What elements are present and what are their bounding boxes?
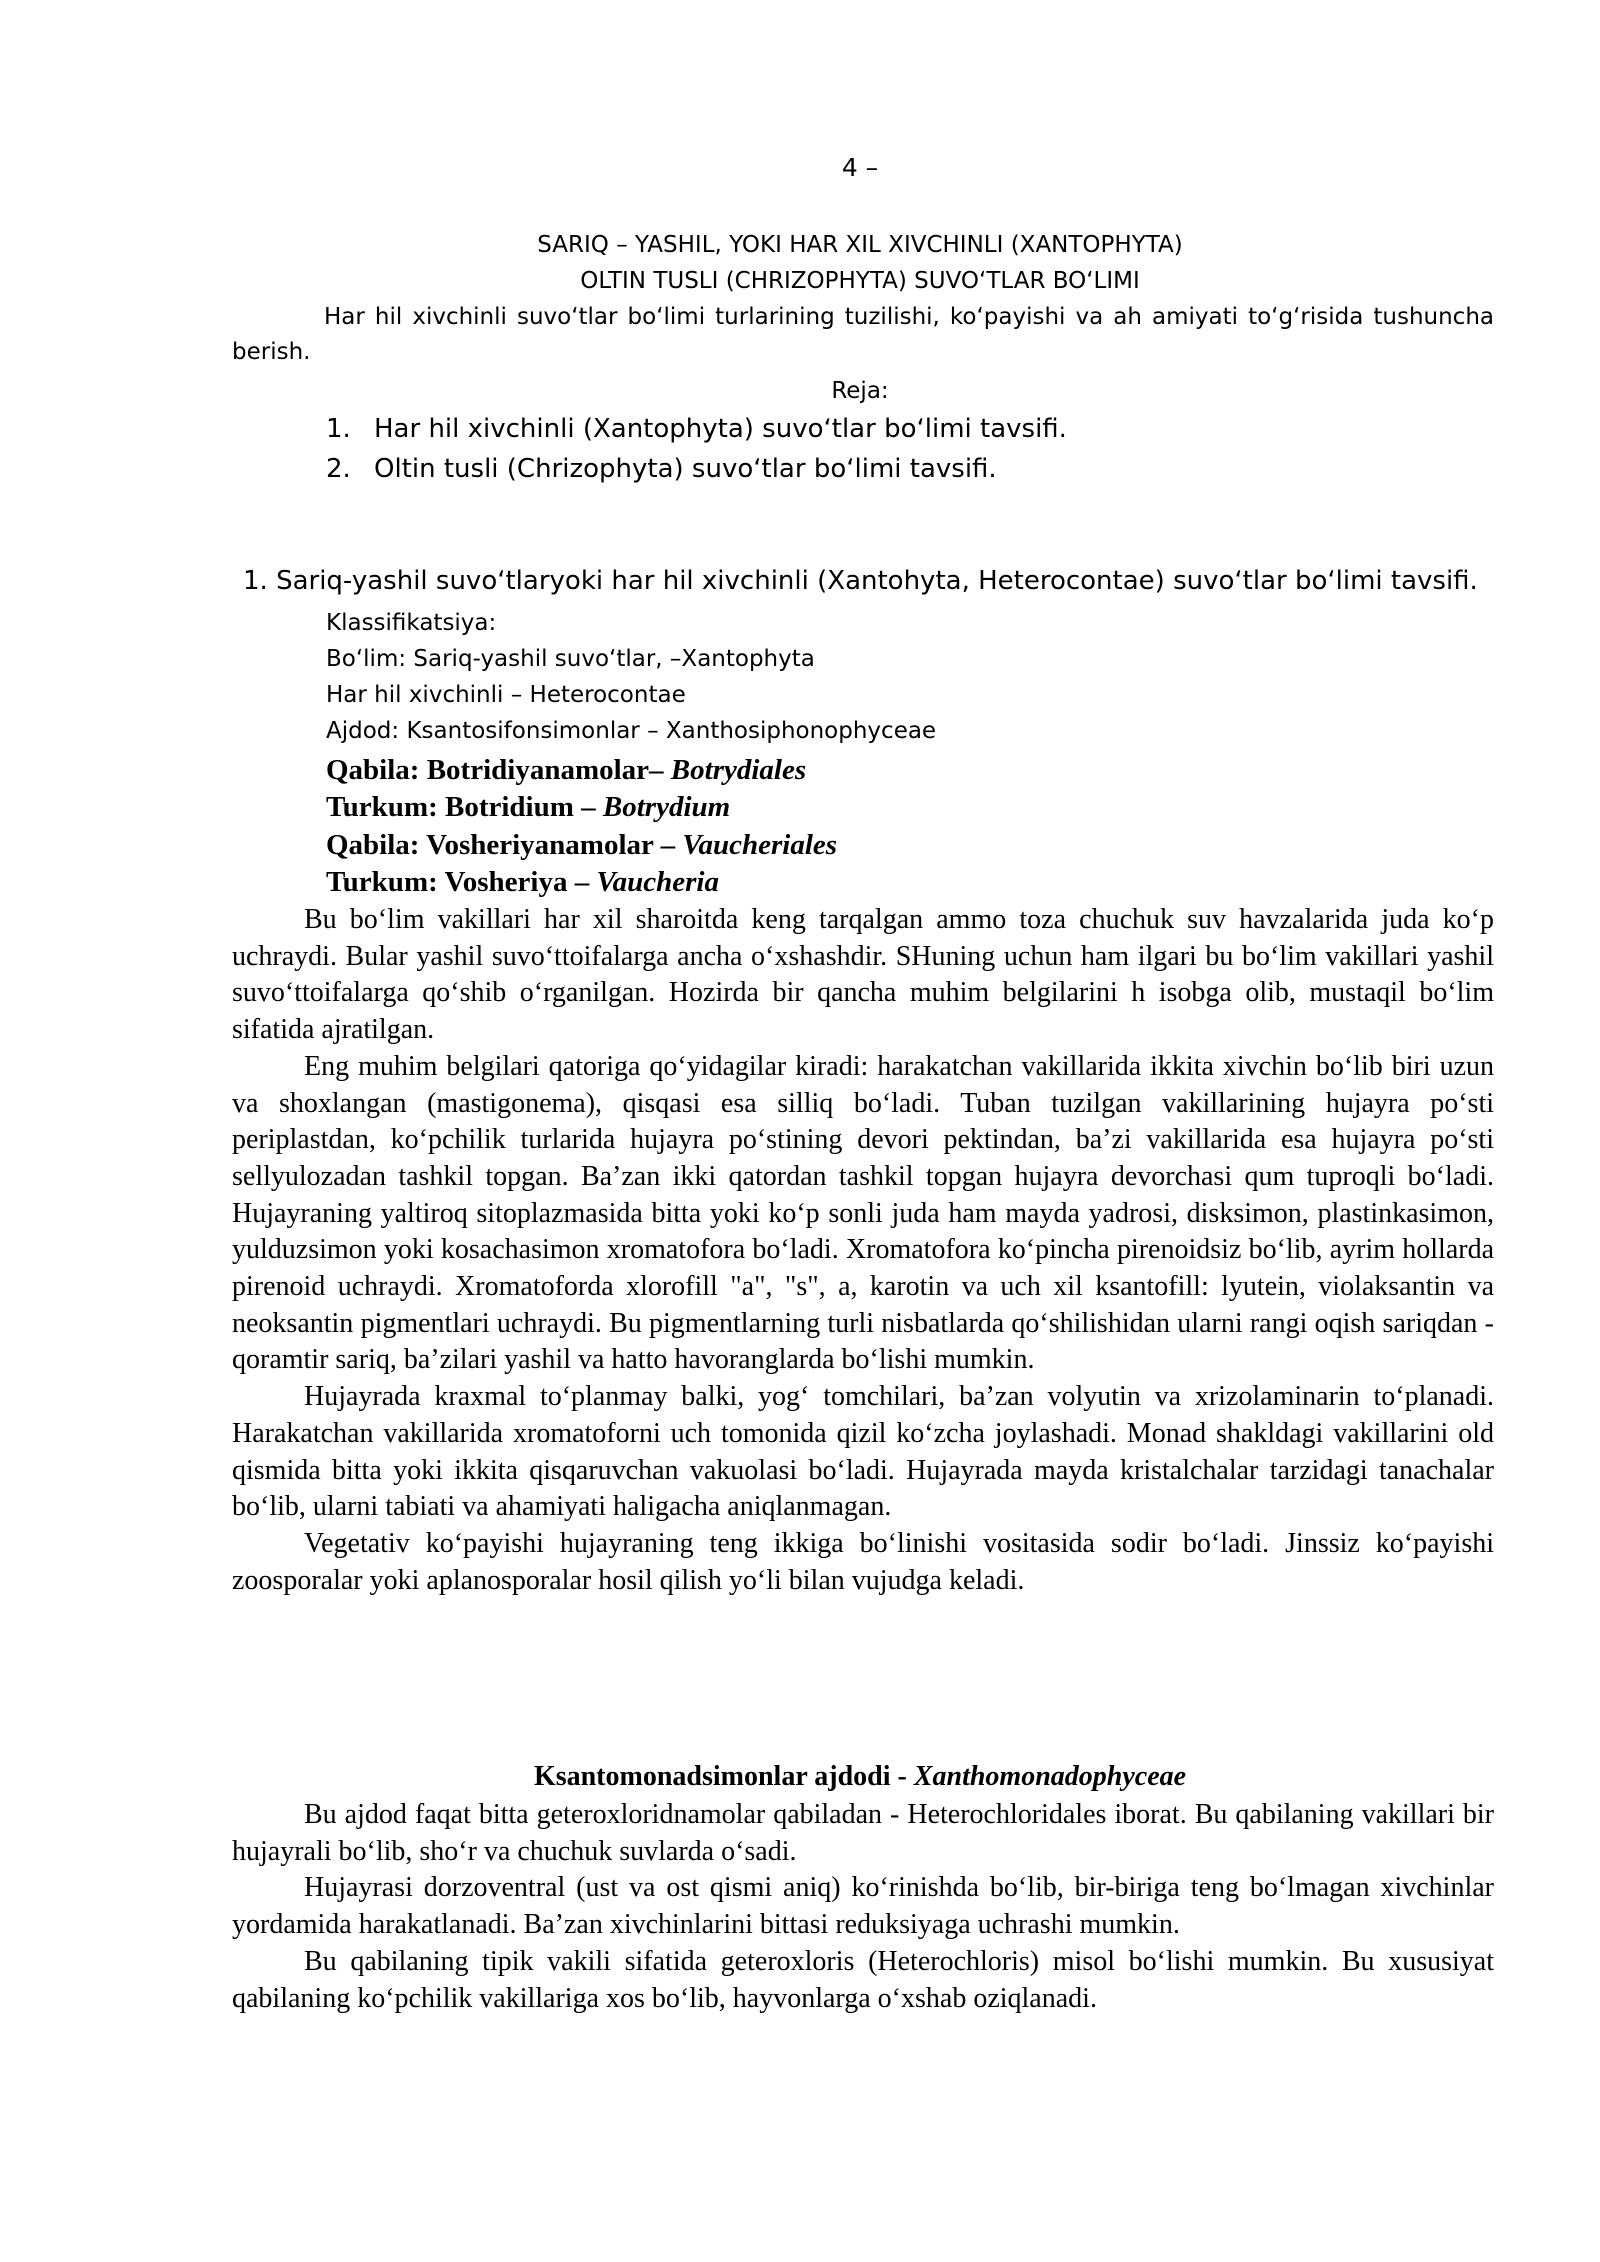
taxon-label: Turkum: Vosheriya –	[326, 866, 597, 898]
classification-group: Har hil xivchinli – Heterocontae	[326, 682, 686, 708]
body-paragraph: Bu boʻlim vakillari har xil sharoitda keng tarqalgan ammo toza chuchuk suv havzalarida juda koʻp uchraydi. Bular yashil suvoʻttoifalarga ancha oʻxshashdir. SHuning uchun ham ilgari bu boʻlim vakillari yashil suvoʻttoifalarga qoʻshib oʻrganilgan. Hozirda bir qancha muhim belgilarini h isobga olib, mustaqil boʻlim sifatida ajratilgan.	[232, 904, 1494, 1046]
plan-item-text: Har hil xivchinli (Xantophyta) suvoʻtlar boʻlimi tavsifi.	[374, 414, 1067, 444]
section-1-body	[232, 902, 1494, 1599]
body-paragraph: Hujayrada kraxmal toʻplanmay balki, yogʻ tomchilari, baʼzan volyutin va xrizolaminarin toʻplanadi. Harakatchan vakillarida xromatoforni uch tomonida qizil koʻzcha joylashadi. Monad shakldagi vakillarini old qismida bitta yoki ikkita qisqaruvchan vakuolasi boʻladi. Hujayrada mayda kristalchalar tarzidagi tanachalar boʻlib, ularni tabiati va ahamiyati haligacha aniqlanmagan.	[232, 1381, 1494, 1523]
plan-item-text: Oltin tusli (Chrizophyta) suvoʻtlar boʻlimi tavsifi.	[374, 454, 997, 484]
section-2-body	[232, 1797, 1494, 2017]
classification-class: Ajdod: Ksantosifonsimonlar – Xanthosiphonophyceae	[326, 718, 937, 744]
taxon-latin: Vaucheria	[596, 866, 719, 898]
body-paragraph: Eng muhim belgilari qatoriga qoʻyidagilar kiradi: harakatchan vakillarida ikkita xivchin boʻlib biri uzun va shoxlangan (mastigonema), qisqasi esa silliq boʻladi. Tuban tuzilgan vakillarining hujayra poʻsti periplastdan, koʻpchilik turlarida hujayra poʻstining devori pektindan, baʼzi vakillarida esa hujayra poʻsti sellyulozadan tashkil topgan. Baʼzan ikki qatordan tashkil topgan hujayra devorchasi qum tuproqli boʻladi. Hujayraning yaltiroq sitoplazmasida bitta yoki koʻp sonli juda ham mayda yadrosi, disksimon, plastinkasimon, yulduzsimon yoki kosachasimon xromatofora boʻladi. Xromatofora koʻpincha pirenoidsiz boʻlib, ayrim hollarda pirenoid uchraydi. Xromatoforda xlorofill "a", "s", a, karotin va uch xil ksantofill: lyutein, violaksantin va neoksantin pigmentlari uchraydi. Bu pigmentlarning turli nisbatlarda qoʻshilishidan ularni rangi oqish sariqdan - qoramtir sariq, baʼzilari yashil va hatto havoranglarda boʻlishi mumkin.	[232, 1050, 1494, 1376]
taxon-order	[326, 829, 837, 862]
classification-division: Boʻlim: Sariq-yashil suvoʻtlar, –Xantophyta	[326, 646, 815, 672]
section-2-heading-latin: Xanthomonadophyceae	[913, 1761, 1187, 1792]
section-2-heading	[0, 1761, 1600, 1793]
classification-label: Klassifikatsiya:	[326, 610, 497, 636]
section-2-heading-label: Ksantomonadsimonlar ajdodi -	[533, 1761, 914, 1792]
taxon-latin: Botrydiales	[670, 754, 807, 786]
plan-item-number: 2.	[326, 454, 351, 484]
body-paragraph: Bu ajdod faqat bitta geteroxloridnamolar qabiladan - Heterochloridales iborat. Bu qabilaning vakillari bir hujayrali boʻlib, shoʻr va chuchuk suvlarda oʻsadi.	[232, 1799, 1494, 1867]
taxon-label: Turkum: Botridium –	[326, 791, 603, 823]
taxon-genus	[326, 791, 730, 824]
title-line-2: OLTIN TUSLI (CHRIZOPHYTA) SUVOʻTLAR BOʻLIMI	[580, 268, 1140, 294]
taxon-latin: Vaucheriales	[682, 829, 838, 861]
taxon-order	[326, 754, 806, 787]
section-1-heading: 1. Sariq-yashil suvoʻtlaryoki har hil xivchinli (Xantohyta, Heterocontae) suvoʻtlar boʻlimi tavsifi.	[243, 566, 1478, 596]
body-paragraph: Bu qabilaning tipik vakili sifatida geteroxloris (Heterochloris) misol boʻlishi mumkin. Bu xususiyat qabilaning koʻpchilik vakillariga xos boʻlib, hayvonlarga oʻxshab oziqlanadi.	[232, 1945, 1494, 2014]
intro-paragraph: Har hil xivchinli suvoʻtlar boʻlimi turlarining tuzilishi, koʻpayishi va ah amiyati toʻgʻrisida tushuncha berish.	[232, 304, 1494, 365]
taxon-label: Qabila: Vosheriyanamolar –	[326, 829, 683, 861]
taxon-label: Qabila: Botridiyanamolar–	[326, 754, 671, 786]
taxon-latin: Botrydium	[602, 791, 731, 823]
plan-item	[326, 414, 1067, 444]
plan-item	[326, 454, 997, 484]
plan-heading: Reja:	[831, 378, 889, 404]
taxon-genus	[326, 866, 719, 899]
title-line-1: SARIQ – YASHIL, YOKI HAR XIL XIVCHINLI (XANTOPHYTA)	[537, 232, 1183, 258]
page-number: 4 –	[841, 153, 879, 182]
body-paragraph: Vegetativ koʻpayishi hujayraning teng ikkiga boʻlinishi vositasida sodir boʻladi. Jinssiz koʻpayishi zoosporalar yoki aplanosporalar hosil qilish yoʻli bilan vujudga keladi.	[232, 1527, 1494, 1596]
body-paragraph: Hujayrasi dorzoventral (ust va ost qismi aniq) koʻrinishda boʻlib, bir-biriga teng boʻlmagan xivchinlar yordamida harakatlanadi. Baʼzan xivchinlarini bittasi reduksiyaga uchrashi mumkin.	[232, 1872, 1494, 1941]
plan-item-number: 1.	[326, 414, 351, 444]
